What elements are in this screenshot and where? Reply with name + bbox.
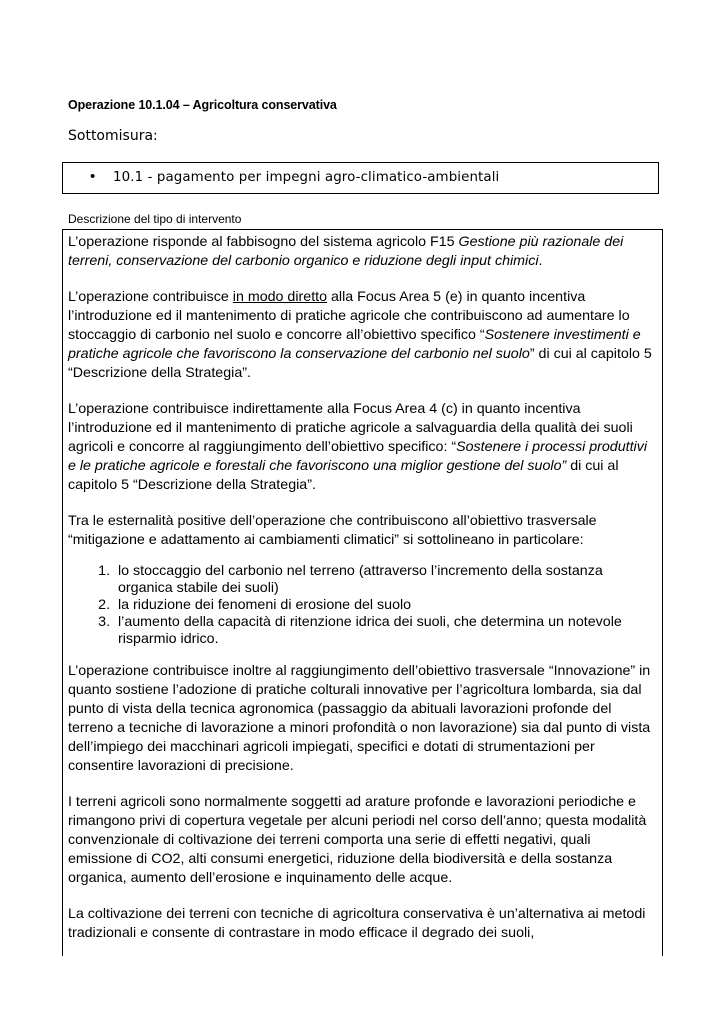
p2-italic: Sostenere investimenti e pratiche agricole che favoriscono la conservazione del carbonio nel suolo (68, 327, 641, 362)
p2-text-2: alla Focus Area 5 (e) in quanto incentiva l’introduzione ed il mantenimento di pratiche agricole che contribuiscono ad aumentare lo stoccaggio di carbonio nel suolo e concorre all’obiettivo specifico “ (68, 289, 630, 343)
p2-end: ” di cui al capitolo 5 “Descrizione della Strategia”. (68, 346, 652, 381)
p2-underline: in modo diretto (232, 289, 328, 305)
list-item: 3. l’aumento della capacità di ritenzione idrica dei suoli, che determina un notevole risparmio idrico. (114, 614, 658, 648)
submeasure-item: 10.1 - pagamento per impegni agro-climatico-ambientali (113, 170, 500, 185)
submeasure-label: Sottomisura: (68, 128, 158, 144)
paragraph-7: La coltivazione dei terreni con tecniche di agricoltura conservativa è un’alternativa ai metodi tradizionali e consente di contrastare in modo efficace il degrado dei suoli, (68, 906, 646, 941)
list-item: 1. lo stoccaggio del carbonio nel terreno (attraverso l’incremento della sostanza organica stabile dei suoli) (114, 563, 658, 597)
page-title: Operazione 10.1.04 – Agricoltura conservativa (68, 98, 337, 112)
p3-text: L’operazione contribuisce indirettamente alla Focus Area 4 (c) in quanto incentiva l’introduzione ed il mantenimento di pratiche agricole a salvaguardia della qualità dei suoli agricoli e concorre al raggiungimento dell’obiettivo specifico: “ (68, 401, 633, 455)
paragraph-1 (68, 233, 658, 271)
description-box (62, 229, 663, 956)
p1-italic: Gestione più razionale dei terreni, conservazione del carbonio organico e riduzione degli input chimici (68, 234, 624, 269)
p1-end: . (538, 253, 543, 269)
paragraph-5: L’operazione contribuisce inoltre al raggiungimento dell’obiettivo trasversale “Innovazione” in quanto sostiene l’adozione di pratiche colturali innovative per l’agricoltura lombarda, sia dal punto di vista della tecnica agronomica (passaggio da abituali lavorazioni profonde del terreno a tecniche di lavorazione a minori profondità o non lavorazione) sia dal punto di vista dell’impiego dei macchinari agricoli impiegati, specifici e dotati di strumentazioni per consentire lavorazioni di precisione. (68, 663, 651, 774)
p3-italic: Sostenere i processi produttivi e le pratiche agricole e forestali che favoriscono una miglior gestione del suolo” (68, 439, 648, 474)
p1-text: L’operazione risponde al fabbisogno del sistema agricolo F15 (68, 234, 459, 250)
paragraph-3 (68, 400, 658, 495)
effects-list (68, 563, 658, 648)
p3-end: di cui al capitolo 5 “Descrizione della Strategia”. (68, 458, 619, 493)
description-label: Descrizione del tipo di intervento (68, 212, 242, 226)
paragraph-6: I terreni agricoli sono normalmente soggetti ad arature profonde e lavorazioni periodiche e rimangono privi di copertura vegetale per alcuni periodi nel corso dell’anno; questa modalità convenzionale di coltivazione dei terreni comporta una serie di effetti negativi, quali emissione di CO2, alti consumi energetici, riduzione della biodiversità e della sostanza organica, aumento dell’erosione e inquinamento delle acque. (68, 794, 647, 886)
bullet-icon: • (90, 168, 96, 185)
submeasure-box (62, 162, 659, 194)
paragraph-4: Tra le esternalità positive dell’operazione che contribuiscono all’obiettivo trasversale “mitigazione e adattamento ai cambiamenti climatici” si sottolineano in particolare: (68, 513, 597, 548)
paragraph-2 (68, 288, 658, 383)
list-item: 2. la riduzione dei fenomeni di erosione del suolo (114, 597, 658, 614)
p2-text: L’operazione contribuisce (68, 289, 233, 305)
